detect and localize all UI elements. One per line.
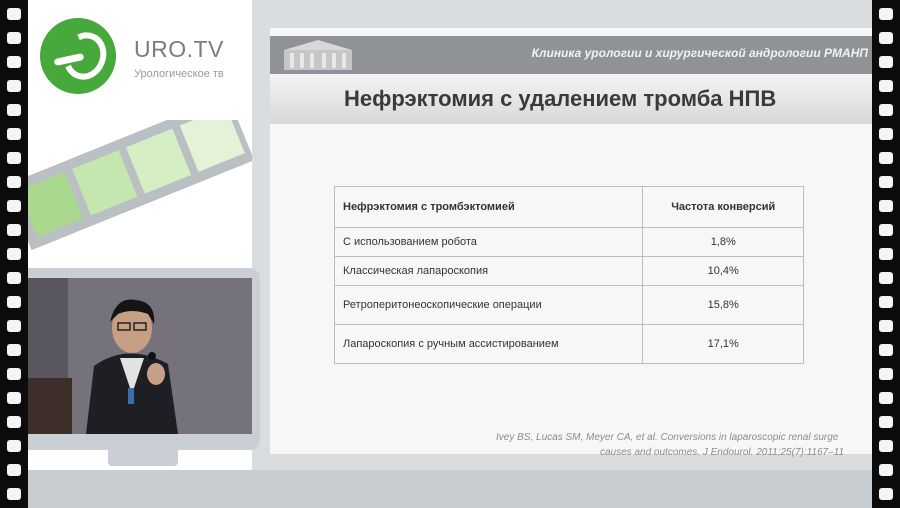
- film-hole: [7, 128, 21, 140]
- film-hole: [879, 8, 893, 20]
- citation-line-2: causes and outcomes. J Endourol. 2011;25(7):1167–11: [600, 447, 845, 458]
- film-hole: [7, 248, 21, 260]
- clinic-name: Клиника урологии и хирургической андрологии РМАНП: [531, 46, 868, 60]
- citation: [496, 430, 844, 460]
- slide-title: Нефрэктомия с удалением тромба НПВ: [344, 86, 777, 111]
- film-hole: [7, 416, 21, 428]
- film-hole: [879, 416, 893, 428]
- conversion-table: [334, 186, 804, 364]
- film-hole: [7, 80, 21, 92]
- film-hole: [879, 224, 893, 236]
- film-hole: [7, 296, 21, 308]
- film-hole: [879, 296, 893, 308]
- film-hole: [7, 152, 21, 164]
- table-row: [335, 286, 804, 325]
- film-hole: [879, 32, 893, 44]
- film-hole: [879, 200, 893, 212]
- film-hole: [7, 272, 21, 284]
- brand-name: URO.TV: [134, 36, 224, 62]
- slide-header-bar: [270, 36, 872, 74]
- film-hole: [7, 32, 21, 44]
- film-hole: [879, 248, 893, 260]
- bottom-bar: [28, 470, 872, 508]
- speaker-figure: [28, 278, 252, 434]
- film-strip-left: [0, 0, 28, 508]
- film-hole: [879, 152, 893, 164]
- film-hole: [879, 56, 893, 68]
- rate-cell: 17,1%: [643, 325, 804, 364]
- film-reel-icon: [28, 120, 252, 270]
- film-hole: [879, 104, 893, 116]
- film-strip-right: [872, 0, 900, 508]
- speaker-video[interactable]: [28, 278, 252, 434]
- film-hole: [7, 392, 21, 404]
- film-hole: [879, 128, 893, 140]
- film-hole: [7, 344, 21, 356]
- film-hole: [7, 176, 21, 188]
- table-row: [335, 228, 804, 257]
- method-cell: С использованием робота: [335, 228, 643, 257]
- method-cell: Ретроперитонеоскопические операции: [335, 286, 643, 325]
- film-hole: [7, 104, 21, 116]
- video-stage: [28, 0, 872, 508]
- column-header-rate: Частота конверсий: [643, 187, 804, 228]
- film-hole: [879, 176, 893, 188]
- table-header-row: [335, 187, 804, 228]
- film-hole: [879, 272, 893, 284]
- rate-cell: 10,4%: [643, 257, 804, 286]
- table-row: [335, 257, 804, 286]
- film-hole: [879, 80, 893, 92]
- film-hole: [879, 440, 893, 452]
- film-hole: [7, 224, 21, 236]
- film-hole: [7, 368, 21, 380]
- film-hole: [879, 392, 893, 404]
- method-cell: Классическая лапароскопия: [335, 257, 643, 286]
- film-hole: [879, 488, 893, 500]
- presentation-slide: [270, 28, 872, 458]
- film-hole: [7, 320, 21, 332]
- film-hole: [7, 440, 21, 452]
- film-hole: [879, 368, 893, 380]
- film-hole: [879, 464, 893, 476]
- film-hole: [7, 8, 21, 20]
- film-hole: [7, 56, 21, 68]
- citation-line-1: Ivey BS, Lucas SM, Meyer CA, et al. Conversions in laparoscopic renal surge: [496, 432, 839, 443]
- column-header-method: Нефрэктомия с тромбэктомией: [335, 187, 643, 228]
- slide-title-band: [270, 74, 872, 124]
- film-hole: [879, 320, 893, 332]
- brand-panel: [28, 0, 252, 470]
- video-stand: [108, 448, 178, 466]
- film-hole: [7, 488, 21, 500]
- film-hole: [879, 344, 893, 356]
- brand-subtitle: Урологическое тв: [134, 68, 224, 80]
- uro-tv-logo-icon: [40, 18, 116, 94]
- rate-cell: 15,8%: [643, 286, 804, 325]
- speaker-video-frame: [28, 268, 260, 450]
- university-building-icon: [278, 38, 358, 72]
- film-hole: [7, 200, 21, 212]
- method-cell: Лапароскопия с ручным ассистированием: [335, 325, 643, 364]
- film-hole: [7, 464, 21, 476]
- rate-cell: 1,8%: [643, 228, 804, 257]
- table-row: [335, 325, 804, 364]
